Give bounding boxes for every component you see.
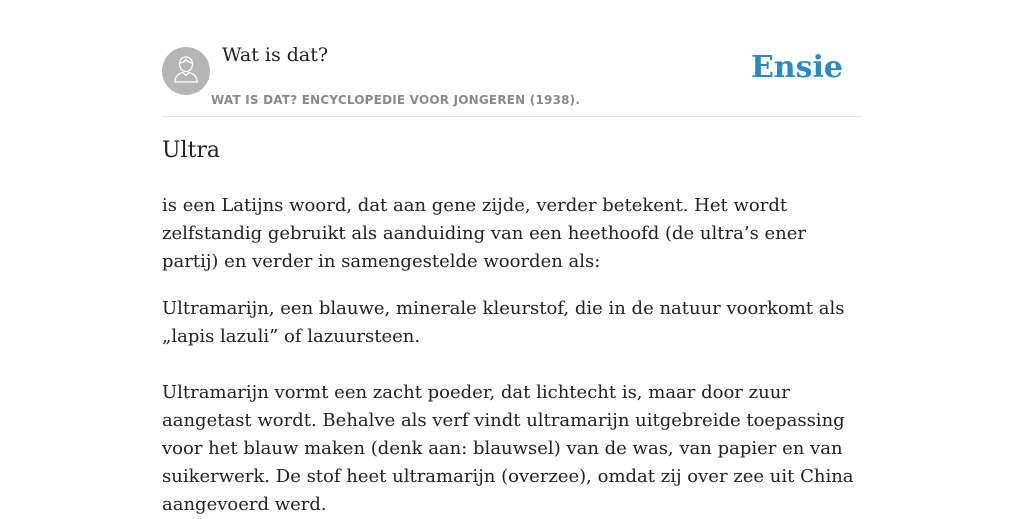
article-title: Ultra [162, 138, 221, 163]
article-paragraph: is een Latijns woord, dat aan gene zijde, verder betekent. Het wordt zelfstandig gebruikt als aanduiding van een heethoofd (de ultra’s ener partij) en verder in samengestelde woorden als: [162, 195, 807, 272]
user-icon [172, 54, 200, 89]
source-subtitle[interactable]: WAT IS DAT? ENCYCLOPEDIE VOOR JONGEREN (1938). [211, 93, 581, 107]
source-header [162, 0, 862, 117]
article-paragraph: Ultramarijn vormt een zacht poeder, dat lichtecht is, maar door zuur aangetast wordt. Behalve als verf vindt ultramarijn uitgebreide toepassing voor het blauw maken (denk aan: blauwsel) van de was, van papier en van suikerwerk. De stof heet ultramarijn (overzee), omdat zij over zee uit China aangevoerd werd. [162, 382, 854, 515]
source-title[interactable]: Wat is dat? [222, 44, 329, 66]
avatar[interactable] [162, 47, 210, 95]
article-paragraph: Ultramarijn, een blauwe, minerale kleurstof, die in de natuur voorkomt als „lapis lazuli” of lazuursteen. [162, 298, 845, 347]
brand-logo[interactable]: Ensie [750, 50, 843, 85]
page [162, 0, 862, 515]
